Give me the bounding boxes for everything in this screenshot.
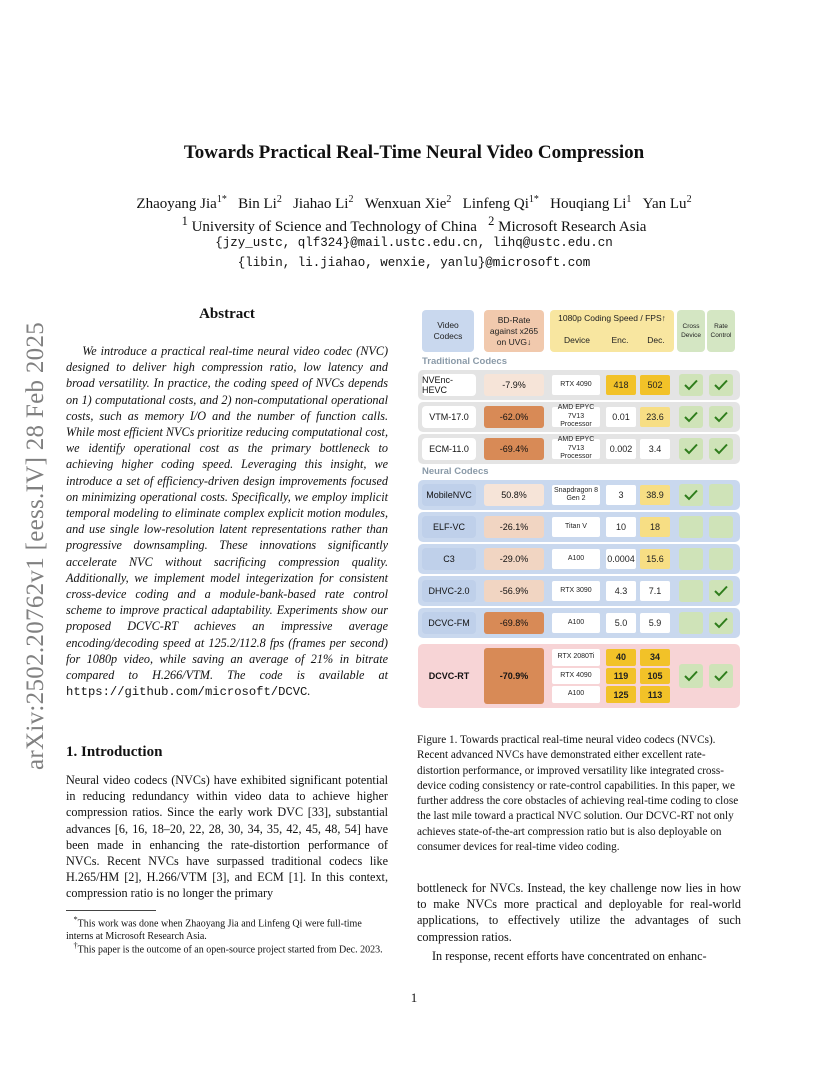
author-affiliation-mark: 2 — [348, 194, 354, 205]
check-icon — [679, 484, 703, 506]
footnote-1-text: This work was done when Zhaoyang Jia and Linfeng Qi were full-time interns at Microsoft Research Asia. — [66, 918, 362, 942]
right-column-paragraph: bottleneck for NVCs. Instead, the key challenge now lies in how to make NVCs more practical and deployable for real-world applications, to effectively utilize the advantages of such compression ratios. — [417, 881, 741, 944]
empty-check-cell — [679, 548, 703, 570]
bd-rate-value: 50.8% — [484, 484, 544, 506]
encoding-speed: 418 — [606, 375, 636, 395]
encoding-speed: 5.0 — [606, 613, 636, 633]
paper-title: Towards Practical Real-Time Neural Video Compression — [183, 142, 645, 163]
author-affiliation-mark: 1* — [528, 194, 539, 205]
author-affiliation-mark: 2 — [276, 194, 282, 205]
empty-check-cell — [679, 612, 703, 634]
decoding-speed: 18 — [640, 517, 670, 537]
codec-name: MobileNVC — [422, 484, 476, 506]
decoding-speed: 23.6 — [640, 407, 670, 427]
empty-check-cell — [709, 548, 733, 570]
encoding-speed: 119 — [606, 668, 636, 685]
header-coding-speed: 1080p Coding Speed / FPS↑ — [550, 310, 674, 352]
empty-check-cell — [709, 516, 733, 538]
device-name: Snapdragon 8 Gen 2 — [552, 485, 600, 505]
header-dec: Dec. — [647, 334, 665, 345]
footnote-2-text: This paper is the outcome of an open-source project started from Dec. 2023. — [77, 944, 383, 956]
check-icon — [709, 580, 733, 602]
device-name: Titan V — [552, 517, 600, 537]
introduction-heading: 1. Introduction — [66, 744, 163, 760]
group-traditional-codecs: Traditional Codecs — [422, 356, 507, 367]
footnote-divider — [66, 910, 156, 911]
bd-rate-value: -62.0% — [484, 406, 544, 428]
abstract-heading: Abstract — [199, 306, 255, 322]
bd-rate-value: -7.9% — [484, 374, 544, 396]
author-name: Bin Li — [238, 196, 277, 212]
check-icon — [709, 612, 733, 634]
decoding-speed: 7.1 — [640, 581, 670, 601]
email-line-2: {libin, li.jiahao, wenxie, yanlu}@microsoft.com — [237, 256, 591, 270]
check-icon — [679, 374, 703, 396]
check-icon — [709, 406, 733, 428]
empty-check-cell — [679, 580, 703, 602]
codec-name: C3 — [422, 548, 476, 570]
author-name: Zhaoyang Jia — [136, 196, 217, 212]
decoding-speed: 113 — [640, 686, 670, 703]
decoding-speed: 105 — [640, 668, 670, 685]
author-name: Yan Lu — [642, 196, 687, 212]
bd-rate-value: -29.0% — [484, 548, 544, 570]
affiliation-mark: 2 — [488, 214, 495, 228]
footnote-mark: † — [73, 941, 78, 950]
abstract-text: We introduce a practical real-time neural video codec (NVC) designed to deliver high compression ratio, low latency and broad versatility. In practice, the coding speed of NVCs depends on 1) computational costs, and 2) non-computational operational costs, such as memory I/O and the number of function calls. While most efficient NVCs prioritize reducing computational cost, we identify operational cost as the primary bottleneck to achieving higher coding speed. Leveraging this insight, we introduce a set of efficiency-driven design improvements focused on minimizing operational costs. Specifically, we employ implicit temporal modeling to eliminate complex explicit motion modules, and use single low-resolution latent representations rather than progressive downsampling. These innovations significantly accelerate NVC without sacrificing compression quality. Additionally, we implement model integerization for consistent cross-device coding and a module-bank-based rate control scheme to improve practical adaptability. Experiments show our proposed DCVC-RT achieves an impressive average encoding/decoding speed at 125.2/112.8 fps (frames per second) for 1080p video, while saving an average of 21% in bitrate compared to H.266/VTM. The code is available at — [66, 344, 389, 683]
abstract-body — [66, 343, 388, 700]
decoding-speed: 34 — [640, 649, 670, 666]
footnote-1 — [66, 914, 388, 943]
codec-name: ECM-11.0 — [422, 438, 476, 460]
author-list — [40, 194, 788, 213]
code-url-link[interactable]: https://github.com/microsoft/DCVC — [66, 685, 308, 700]
device-name: AMD EPYC 7V13 Processor — [552, 407, 600, 427]
affiliation-1: University of Science and Technology of China — [191, 219, 477, 235]
footnote-2 — [66, 940, 388, 957]
figure-caption: Figure 1. Towards practical real-time neural video codecs (NVCs). Recent advanced NVCs have demonstrated either excellent rate-distortion performance, or improved versatility like integrated cross-device coding consistency or rate-control capabilities. In this paper, we further address the core obstacles of achieving real-time coding to close the last mile toward a practical NVC solution. Our DCVC-RT not only achieves state-of-the-art compression ratio but is also deployable on consumer devices for real-time video coding. — [417, 734, 739, 854]
check-icon — [679, 438, 703, 460]
encoding-speed: 0.01 — [606, 407, 636, 427]
author-affiliation-mark: 1* — [216, 194, 227, 205]
header-video-codecs: Video Codecs — [422, 310, 474, 352]
codec-name: ELF-VC — [422, 516, 476, 538]
check-icon — [679, 406, 703, 428]
abstract-end: . — [307, 684, 311, 699]
author-name: Houqiang Li — [550, 196, 627, 212]
device-name: A100 — [552, 549, 600, 569]
device-name: RTX 4090 — [552, 375, 600, 395]
device-name: A100 — [552, 613, 600, 633]
arxiv-identifier: arXiv:2502.20762v1 [eess.IV] 28 Feb 2025 — [22, 321, 49, 770]
affiliations — [40, 214, 788, 236]
bd-rate-value: -69.4% — [484, 438, 544, 460]
bd-rate-value: -70.9% — [484, 648, 544, 704]
empty-check-cell — [709, 484, 733, 506]
encoding-speed: 4.3 — [606, 581, 636, 601]
bd-rate-value: -26.1% — [484, 516, 544, 538]
decoding-speed: 5.9 — [640, 613, 670, 633]
right-column-paragraph-2: In response, recent efforts have concentrated on enhanc- — [432, 949, 707, 963]
bd-rate-value: -69.8% — [484, 612, 544, 634]
encoding-speed: 40 — [606, 649, 636, 666]
decoding-speed: 38.9 — [640, 485, 670, 505]
author-name: Linfeng Qi — [462, 196, 529, 212]
header-bd-rate: BD-Rate against x265 on UVG↓ — [484, 310, 544, 352]
author-name: Jiahao Li — [293, 196, 349, 212]
encoding-speed: 0.002 — [606, 439, 636, 459]
device-name: A100 — [552, 686, 600, 703]
bd-rate-value: -56.9% — [484, 580, 544, 602]
encoding-speed: 0.0004 — [606, 549, 636, 569]
page-number: 1 — [410, 990, 418, 1005]
author-affiliation-mark: 2 — [446, 194, 452, 205]
device-name: RTX 3090 — [552, 581, 600, 601]
header-rate-control: Rate Control — [707, 310, 735, 352]
author-affiliation-mark: 2 — [686, 194, 692, 205]
codec-name: VTM-17.0 — [422, 406, 476, 428]
header-enc: Enc. — [611, 334, 629, 345]
check-icon — [709, 664, 733, 688]
encoding-speed: 3 — [606, 485, 636, 505]
check-icon — [709, 438, 733, 460]
introduction-body: Neural video codecs (NVCs) have exhibited significant potential in reducing redundancy within video data to achieve higher compression ratios. Since the early work DVC [33], substantial advances [6, 16, 18–20, 22, 28, 30, 34, 35, 42, 45, 48, 54] have been made in enhancing the rate-distortion performance of NVCs. Recent NVCs have surpassed traditional codecs like H.265/HM [2], H.266/VTM [3], and ECM [1]. In this context, compression ratio is no longer the primary — [66, 773, 388, 901]
affiliation-mark: 1 — [181, 214, 188, 228]
codec-name: DCVC-RT — [422, 648, 476, 704]
footnote-mark: * — [73, 915, 78, 924]
codec-name: DCVC-FM — [422, 612, 476, 634]
figure-1-comparison-table — [418, 304, 740, 712]
codec-name: NVEnc-HEVC — [422, 374, 476, 396]
check-icon — [709, 374, 733, 396]
decoding-speed: 3.4 — [640, 439, 670, 459]
decoding-speed: 15.6 — [640, 549, 670, 569]
encoding-speed: 10 — [606, 517, 636, 537]
header-device: Device — [564, 334, 590, 345]
encoding-speed: 125 — [606, 686, 636, 703]
group-neural-codecs: Neural Codecs — [422, 466, 489, 477]
author-name: Wenxuan Xie — [364, 196, 447, 212]
device-name: RTX 2080Ti — [552, 649, 600, 666]
email-line-1: {jzy_ustc, qlf324}@mail.ustc.edu.cn, lihq@ustc.edu.cn — [215, 236, 613, 250]
affiliation-2: Microsoft Research Asia — [498, 219, 647, 235]
header-cross-device: Cross Device — [677, 310, 705, 352]
device-name: AMD EPYC 7V13 Processor — [552, 439, 600, 459]
empty-check-cell — [679, 516, 703, 538]
codec-name: DHVC-2.0 — [422, 580, 476, 602]
device-name: RTX 4090 — [552, 668, 600, 685]
decoding-speed: 502 — [640, 375, 670, 395]
check-icon — [679, 664, 703, 688]
author-affiliation-mark: 1 — [626, 194, 632, 205]
